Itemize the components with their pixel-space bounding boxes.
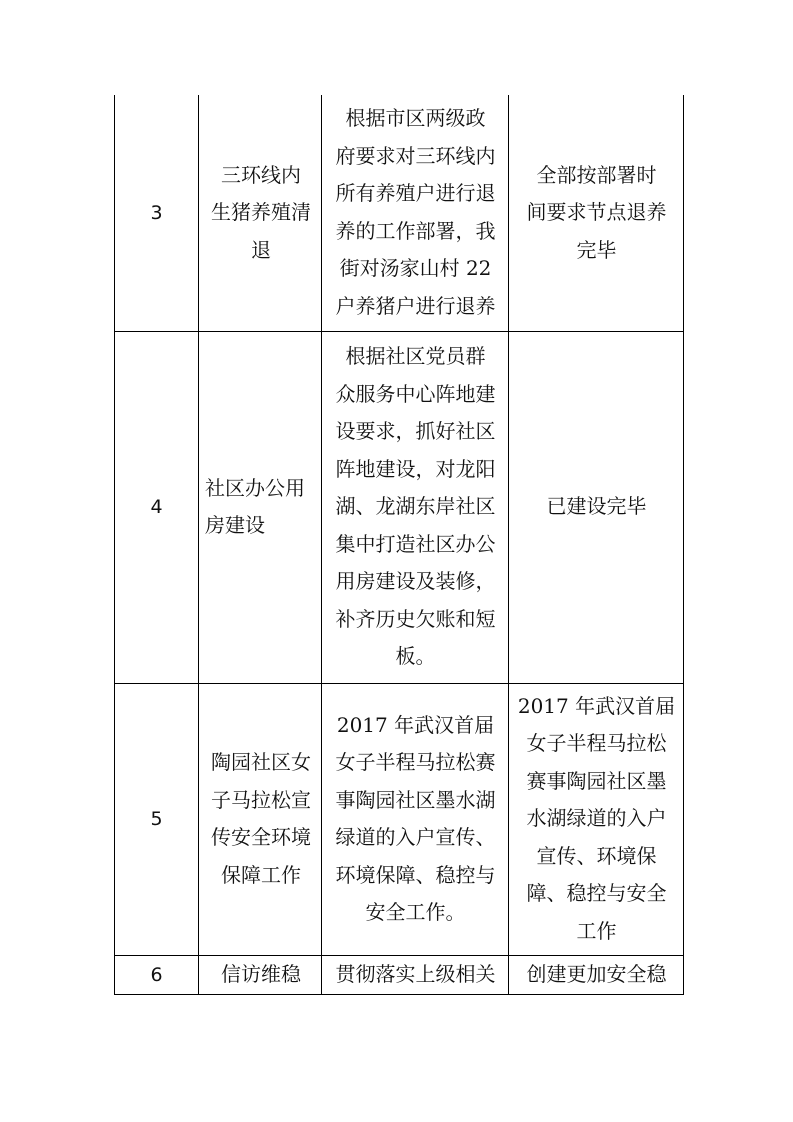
work-content-cell	[322, 683, 509, 955]
row-number-cell	[115, 955, 199, 995]
row-number: 5	[150, 807, 163, 830]
row-number: 3	[150, 201, 163, 224]
item-name: 陶园社区女 子马拉松宣 传安全环境 保障工作	[211, 750, 311, 887]
work-result: 全部按部署时 间要求节点退养 完毕	[526, 162, 667, 262]
work-content: 根据社区党员群 众服务中心阵地建 设要求，抓好社区 阵地建设，对龙阳 湖、龙湖东岸社区 集中打造社区办公 用房建设及装修， 补齐历史欠账和短 板。	[335, 344, 496, 669]
item-name: 三环线内 生猪养殖清 退	[211, 162, 311, 262]
row-number-cell	[115, 683, 199, 955]
table-row	[115, 683, 684, 955]
item-name-cell	[199, 683, 322, 955]
work-result: 创建更加安全稳	[526, 962, 667, 986]
table-row	[115, 955, 684, 995]
work-content: 贯彻落实上级相关	[335, 962, 496, 986]
result-cell	[509, 955, 684, 995]
work-content: 根据市区两级政 府要求对三环线内 所有养殖户进行退 养的工作部署，我 街对汤家山村 22 户养猪户进行退养	[335, 106, 496, 318]
row-number-cell	[115, 95, 199, 331]
item-name: 信访维稳	[221, 962, 301, 986]
row-number: 4	[150, 495, 163, 518]
result-cell	[509, 683, 684, 955]
work-content-cell	[322, 95, 509, 331]
work-table	[114, 95, 684, 995]
work-content-cell	[322, 331, 509, 683]
table-row	[115, 95, 684, 331]
result-cell	[509, 331, 684, 683]
row-number: 6	[150, 963, 163, 986]
item-name-cell	[199, 95, 322, 331]
item-name-cell	[199, 955, 322, 995]
work-result: 已建设完毕	[546, 494, 647, 519]
item-name-cell	[199, 331, 322, 683]
row-number-cell	[115, 331, 199, 683]
work-result: 2017 年武汉首届 女子半程马拉松 赛事陶园社区墨 水湖绿道的入户 宣传、环境保 障、稳控与安全 工作	[517, 693, 676, 943]
table-row	[115, 331, 684, 683]
work-content-cell	[322, 955, 509, 995]
work-content: 2017 年武汉首届 女子半程马拉松赛 事陶园社区墨水湖 绿道的入户宣传、 环境保障、稳控与 安全工作。	[335, 712, 496, 924]
item-name: 社区办公用 房建设	[205, 475, 305, 537]
result-cell	[509, 95, 684, 331]
